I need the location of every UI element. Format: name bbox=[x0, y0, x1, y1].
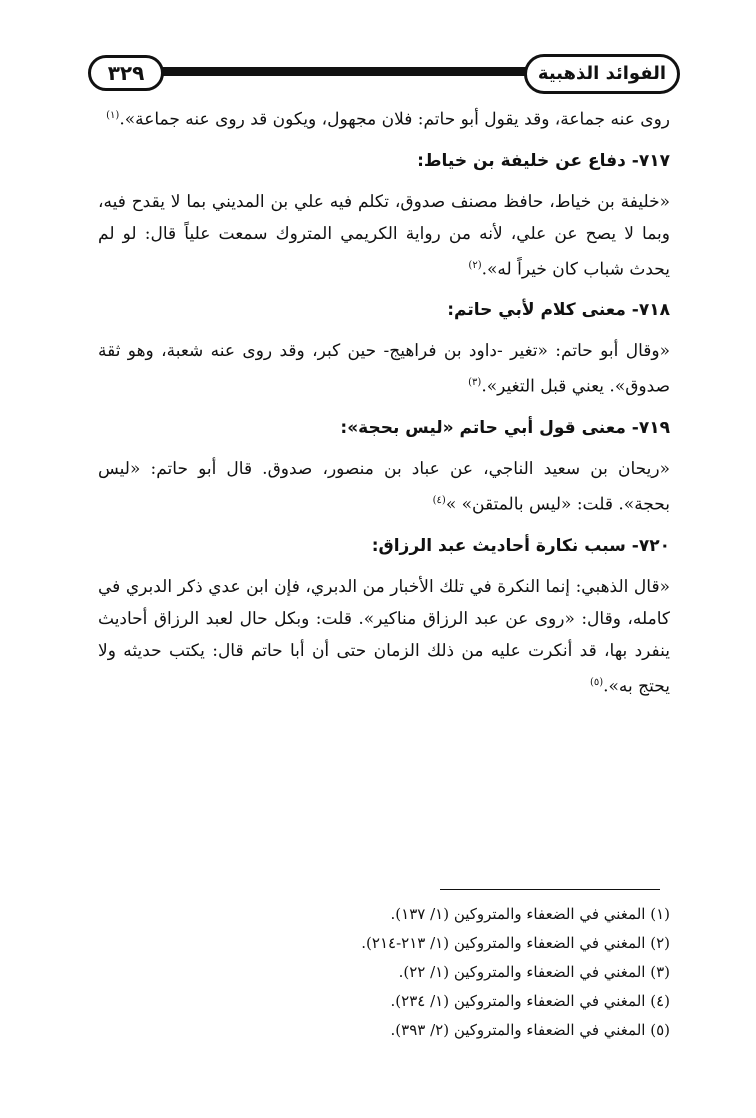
section-text: «وقال أبو حاتم: «تغير -داود بن فراهيج- حين كبر، وقد روى عنه شعبة، وهو ثقة صدوق». يعني قبل التغير». bbox=[98, 341, 670, 397]
page-content bbox=[98, 100, 670, 708]
section-heading: ٧١٩- معنى قول أبي حاتم «ليس بحجة»: bbox=[340, 417, 670, 438]
footnote-ref: (٢) bbox=[468, 259, 482, 271]
header-rule bbox=[138, 67, 540, 76]
section-paragraph bbox=[98, 453, 670, 521]
section-heading: ٧١٧- دفاع عن خليفة بن خياط: bbox=[417, 150, 670, 171]
section-text: «ريحان بن سعيد الناجي، عن عباد بن منصور، صدوق. قال أبو حاتم: «ليس بحجة». قلت: «ليس بالمتقن» » bbox=[98, 458, 670, 515]
footnote-item: (٤) المغني في الضعفاء والمتروكين (١/ ٢٣٤). bbox=[390, 992, 670, 1010]
footnote-ref: (١) bbox=[106, 110, 120, 121]
intro-paragraph bbox=[98, 100, 670, 136]
section-paragraph bbox=[98, 186, 670, 286]
section-text: «خليفة بن خياط، حافظ مصنف صدوق، تكلم فيه علي بن المديني بما لا يقدح فيه، وبما لا يصح عن علي، لأنه من رواية الكريمي المتروك سمعت علياً قال: لو لم يحدث شباب كان خيراً له». bbox=[98, 191, 670, 280]
footnote-ref: (٤) bbox=[432, 494, 446, 506]
section-paragraph bbox=[98, 571, 670, 703]
page-number: ٣٢٩ bbox=[88, 55, 164, 91]
footnotes bbox=[98, 900, 670, 1045]
section-720 bbox=[98, 533, 670, 703]
footnote-ref: (٥) bbox=[589, 676, 604, 688]
section-paragraph bbox=[98, 335, 670, 403]
page-header bbox=[78, 50, 680, 94]
section-718 bbox=[98, 297, 670, 403]
footnote-item: (١) المغني في الضعفاء والمتروكين (١/ ١٣٧). bbox=[390, 905, 670, 923]
section-719 bbox=[98, 415, 670, 521]
footnote-item: (٥) المغني في الضعفاء والمتروكين (٢/ ٣٩٣). bbox=[390, 1021, 670, 1039]
footnote-item: (٣) المغني في الضعفاء والمتروكين (١/ ٢٢). bbox=[398, 963, 670, 981]
section-text: «قال الذهبي: إنما النكرة في تلك الأخبار من الدبري، فإن ابن عدي ذكر الدبري في كامله، وقال: «روى عن عبد الرزاق مناكير». قلت: وبكل حال لعبد الرزاق أحاديث ينفرد بها، قد أنكرت عليه من ذلك الزمان حتى أن أبا حاتم قال: يكتب حديثه ولا يحتج به». bbox=[98, 576, 670, 697]
section-717 bbox=[98, 148, 670, 286]
section-heading: ٧١٨- معنى كلام لأبي حاتم: bbox=[447, 300, 670, 321]
footnote-separator bbox=[440, 889, 660, 890]
footnote-item: (٢) المغني في الضعفاء والمتروكين (١/ ٢١٣-٢١٤). bbox=[361, 934, 670, 952]
book-title: الفوائد الذهبية bbox=[524, 54, 680, 94]
section-heading: ٧٢٠- سبب نكارة أحاديث عبد الرزاق: bbox=[371, 535, 670, 556]
intro-text: روى عنه جماعة، وقد يقول أبو حاتم: فلان مجهول، ويكون قد روى عنه جماعة». bbox=[119, 109, 670, 130]
footnote-ref: (٣) bbox=[468, 377, 482, 389]
